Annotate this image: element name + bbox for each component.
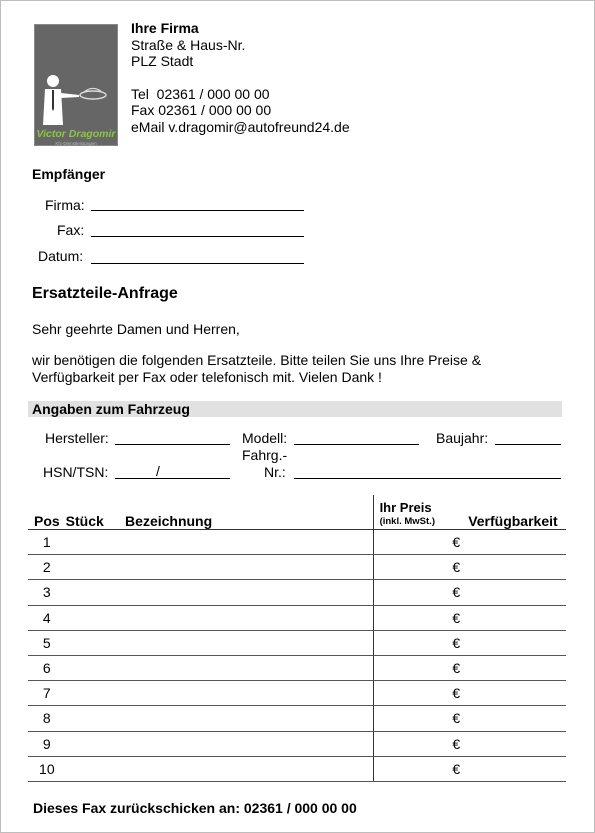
table-row xyxy=(28,681,566,706)
hsn-label: HSN/TSN: xyxy=(43,464,109,480)
col-bezeichnung-header: Bezeichnung xyxy=(125,495,373,530)
col-pos-header: Pos xyxy=(28,495,66,530)
row-stueck-cell[interactable] xyxy=(66,530,125,555)
row-verfuegbarkeit-cell[interactable] xyxy=(468,681,566,706)
row-stueck-cell[interactable] xyxy=(66,555,125,580)
row-pos: 6 xyxy=(28,655,66,680)
businessman-silhouette-icon xyxy=(35,25,117,145)
hsn-separator: / xyxy=(156,463,160,479)
euro-sign: € xyxy=(452,760,461,777)
euro-sign: € xyxy=(452,685,461,702)
table-row xyxy=(28,756,566,781)
row-pos: 9 xyxy=(28,731,66,756)
row-verfuegbarkeit-cell[interactable] xyxy=(468,605,566,630)
greeting: Sehr geehrte Damen und Herren, xyxy=(32,321,240,337)
row-stueck-cell[interactable] xyxy=(66,580,125,605)
row-verfuegbarkeit-cell[interactable] xyxy=(468,555,566,580)
table-row xyxy=(28,706,566,731)
row-verfuegbarkeit-cell[interactable] xyxy=(468,655,566,680)
row-stueck-cell[interactable] xyxy=(66,605,125,630)
row-verfuegbarkeit-cell[interactable] xyxy=(468,530,566,555)
row-bezeichnung-cell[interactable] xyxy=(125,731,373,756)
row-verfuegbarkeit-cell[interactable] xyxy=(468,706,566,731)
row-pos: 3 xyxy=(28,580,66,605)
row-stueck-cell[interactable] xyxy=(66,756,125,781)
row-price-cell[interactable] xyxy=(373,706,468,731)
row-bezeichnung-cell[interactable] xyxy=(125,580,373,605)
col-preis-header xyxy=(373,495,468,530)
vehicle-section-title: Angaben zum Fahrzeug xyxy=(32,401,190,417)
logo-subline: Kfz-Dienstleistungen xyxy=(55,141,97,146)
row-stueck-cell[interactable] xyxy=(66,655,125,680)
firma-input-line[interactable] xyxy=(91,210,304,211)
row-pos: 5 xyxy=(28,630,66,655)
row-pos: 10 xyxy=(28,756,66,781)
hersteller-input-line[interactable] xyxy=(115,444,230,445)
row-price-cell[interactable] xyxy=(373,681,468,706)
table-row xyxy=(28,731,566,756)
row-verfuegbarkeit-cell[interactable] xyxy=(468,731,566,756)
firma-label: Firma: xyxy=(45,197,85,213)
datum-input-line[interactable] xyxy=(91,263,304,264)
row-bezeichnung-cell[interactable] xyxy=(125,681,373,706)
fahrg-label-2: Nr.: xyxy=(264,464,286,480)
row-bezeichnung-cell[interactable] xyxy=(125,605,373,630)
euro-sign: € xyxy=(452,534,461,551)
row-bezeichnung-cell[interactable] xyxy=(125,555,373,580)
euro-sign: € xyxy=(452,710,461,727)
row-bezeichnung-cell[interactable] xyxy=(125,706,373,731)
row-price-cell[interactable] xyxy=(373,605,468,630)
table-row xyxy=(28,630,566,655)
row-pos: 2 xyxy=(28,555,66,580)
table-row xyxy=(28,555,566,580)
row-price-cell[interactable] xyxy=(373,756,468,781)
hsn-input-line[interactable] xyxy=(115,478,230,479)
row-price-cell[interactable] xyxy=(373,530,468,555)
row-pos: 1 xyxy=(28,530,66,555)
euro-sign: € xyxy=(452,559,461,576)
row-verfuegbarkeit-cell[interactable] xyxy=(468,580,566,605)
table-header-row xyxy=(28,495,566,530)
row-verfuegbarkeit-cell[interactable] xyxy=(468,756,566,781)
row-pos: 4 xyxy=(28,605,66,630)
fahrg-label-1: Fahrg.- xyxy=(242,447,288,463)
table-row xyxy=(28,605,566,630)
datum-label: Datum: xyxy=(38,248,84,264)
row-verfuegbarkeit-cell[interactable] xyxy=(468,630,566,655)
row-price-cell[interactable] xyxy=(373,555,468,580)
street: Straße & Haus-Nr. xyxy=(131,36,246,53)
row-stueck-cell[interactable] xyxy=(66,630,125,655)
row-price-cell[interactable] xyxy=(373,731,468,756)
fax-label: Fax: xyxy=(57,222,85,238)
tel: Tel 02361 / 000 00 00 xyxy=(131,85,270,102)
email: eMail v.dragomir@autofreund24.de xyxy=(131,118,350,135)
fahrg-input-line[interactable] xyxy=(294,478,561,479)
row-bezeichnung-cell[interactable] xyxy=(125,655,373,680)
row-price-cell[interactable] xyxy=(373,580,468,605)
body-line-1: wir benötigen die folgenden Ersatzteile. Bitte teilen Sie uns Ihre Preise & xyxy=(32,352,482,368)
table-row xyxy=(28,655,566,680)
fax: Fax 02361 / 000 00 00 xyxy=(131,102,272,118)
euro-sign: € xyxy=(452,660,461,677)
euro-sign: € xyxy=(452,609,461,626)
euro-sign: € xyxy=(452,634,461,651)
euro-sign: € xyxy=(452,735,461,752)
row-stueck-cell[interactable] xyxy=(66,681,125,706)
row-stueck-cell[interactable] xyxy=(66,731,125,756)
hersteller-label: Hersteller: xyxy=(45,430,109,446)
sender-header xyxy=(131,20,350,135)
row-price-cell[interactable] xyxy=(373,655,468,680)
letter-title: Ersatzteile-Anfrage xyxy=(32,285,178,302)
baujahr-input-line[interactable] xyxy=(495,444,561,445)
company-name: Ihre Firma xyxy=(131,20,199,36)
table-row xyxy=(28,580,566,605)
row-pos: 7 xyxy=(28,681,66,706)
row-pos: 8 xyxy=(28,706,66,731)
preis-label: Ihr Preis xyxy=(379,500,432,515)
modell-label: Modell: xyxy=(242,430,288,446)
logo-name: Victor Dragomir xyxy=(36,128,116,140)
row-bezeichnung-cell[interactable] xyxy=(125,530,373,555)
row-price-cell[interactable] xyxy=(373,630,468,655)
euro-sign: € xyxy=(452,584,461,601)
col-verfuegbarkeit-header: Verfügbarkeit xyxy=(468,495,566,530)
preis-sublabel: (inkl. MwSt.) xyxy=(379,516,435,527)
parts-table xyxy=(28,495,566,782)
recipient-title: Empfänger xyxy=(32,166,106,182)
baujahr-label: Baujahr: xyxy=(436,430,489,446)
table-row xyxy=(28,530,566,555)
row-bezeichnung-cell[interactable] xyxy=(125,630,373,655)
col-stueck-header: Stück xyxy=(66,495,125,530)
city: PLZ Stadt xyxy=(131,53,194,69)
row-bezeichnung-cell[interactable] xyxy=(125,756,373,781)
fax-input-line[interactable] xyxy=(91,236,304,237)
footer-return-fax: Dieses Fax zurückschicken an: 02361 / 000 00 00 xyxy=(33,800,357,816)
modell-input-line[interactable] xyxy=(294,444,419,445)
row-stueck-cell[interactable] xyxy=(66,706,125,731)
body-line-2: Verfügbarkeit per Fax oder telefonisch mit. Vielen Dank ! xyxy=(32,369,382,385)
